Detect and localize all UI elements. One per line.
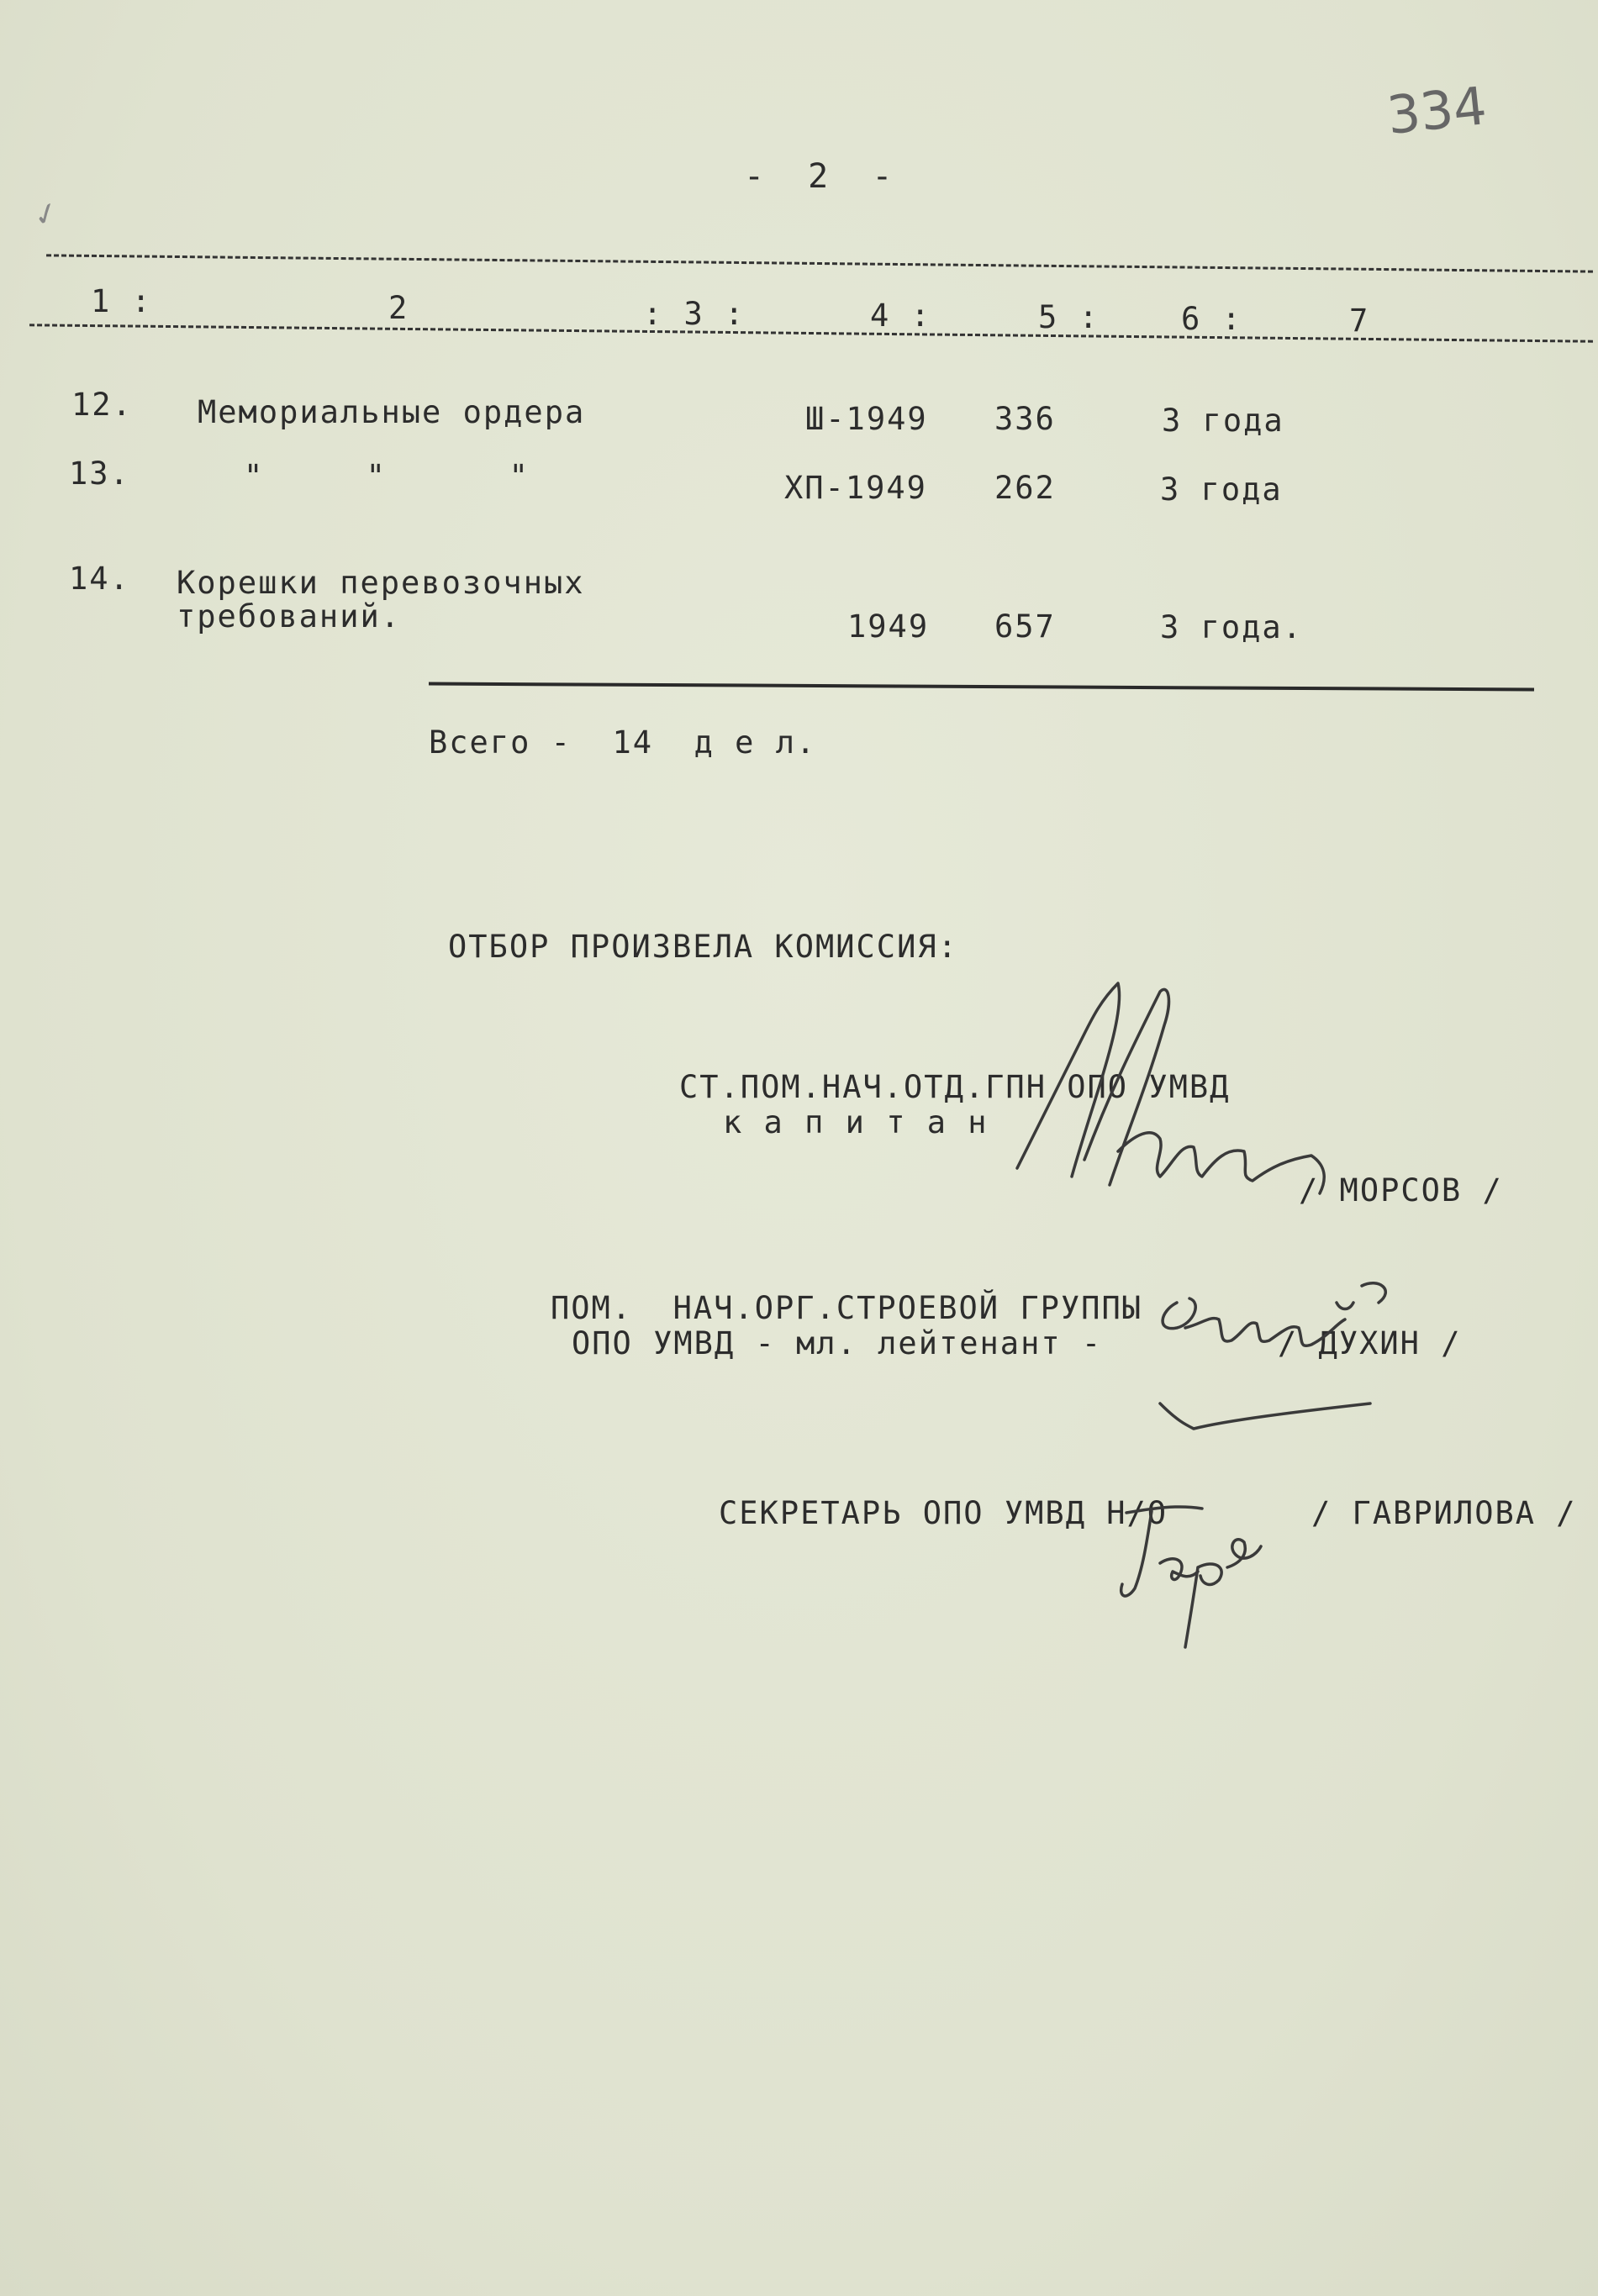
header-col-2: 2 [388, 290, 409, 326]
signature-gavrilova [1101, 1488, 1370, 1656]
row-term: 3 года. [1160, 609, 1303, 645]
row-title: Мемориальные ордера [198, 394, 586, 430]
row-period: Ш-1949 [805, 401, 928, 437]
header-col-3: : 3 : [643, 296, 746, 332]
signatory-position: ПОМ. НАЧ.ОРГ.СТРОЕВОЙ ГРУППЫ [551, 1290, 1143, 1326]
archive-page-number: 334 [1384, 75, 1490, 146]
signatory-name: / ГАВРИЛОВА / [1311, 1495, 1577, 1531]
row-period: ХП-1949 [784, 470, 927, 506]
total-rule [429, 682, 1534, 692]
row-count: 657 [994, 608, 1056, 645]
total-count: Всего - 14 д е л. [429, 724, 817, 761]
header-col-5: 5 : [1038, 299, 1100, 335]
signatory-name: / МОРСОВ / [1299, 1172, 1503, 1209]
row-count: 262 [994, 470, 1056, 506]
signatory-name: / ДУХИН / [1278, 1325, 1462, 1361]
header-col-7: 7 [1349, 303, 1370, 339]
signatory-rank: к а п и т а н [723, 1104, 989, 1140]
row-title-continued: требований. [177, 598, 402, 635]
header-top-rule [46, 254, 1593, 272]
header-col-1: 1 : [91, 283, 152, 319]
header-col-4: 4 : [870, 298, 931, 334]
row-term: 3 года [1160, 471, 1283, 508]
row-period: 1949 [847, 608, 930, 645]
signature-morsov [992, 966, 1345, 1219]
row-title: " " " [244, 458, 530, 494]
row-number: 12. [71, 387, 133, 423]
row-title: Корешки перевозочных [177, 565, 585, 601]
signature-dukhin [1126, 1252, 1479, 1454]
margin-mark: ✓ [28, 194, 65, 235]
signatory-position: СЕКРЕТАРЬ ОПО УМВД Н/О [719, 1495, 1168, 1531]
commission-title: ОТБОР ПРОИЗВЕЛА КОМИССИЯ: [448, 929, 958, 965]
row-term: 3 года [1162, 403, 1284, 439]
signatory-rank: ОПО УМВД - мл. лейтенант - [572, 1325, 1103, 1361]
row-number: 14. [69, 561, 130, 597]
signatory-position: СТ.ПОМ.НАЧ.ОТД.ГПН ОПО УМВД [679, 1069, 1231, 1105]
row-count: 336 [994, 401, 1056, 437]
page-number: - 2 - [744, 157, 904, 196]
row-number: 13. [69, 456, 130, 492]
header-col-6: 6 : [1181, 301, 1242, 337]
